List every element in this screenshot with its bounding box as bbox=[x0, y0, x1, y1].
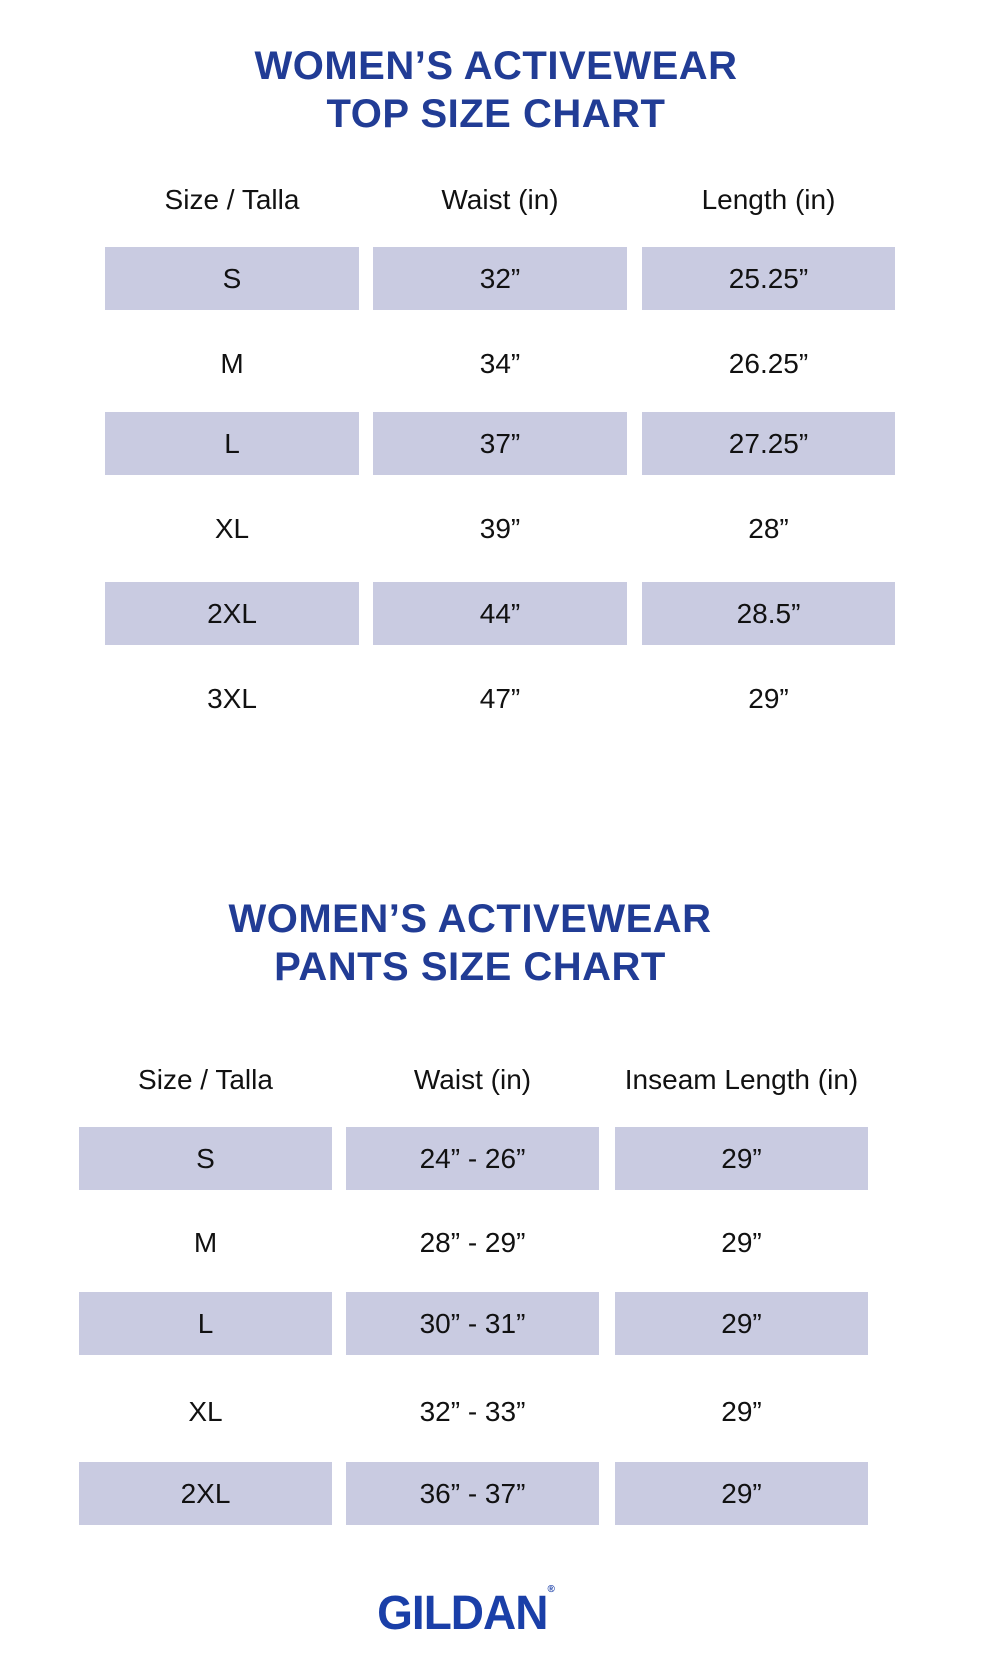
pants-title-line1: WOMEN’S ACTIVEWEAR bbox=[228, 897, 712, 941]
table-cell: 47” bbox=[479, 683, 521, 714]
pants-title-line2: PANTS SIZE CHART bbox=[274, 945, 666, 989]
table-cell: M bbox=[220, 348, 244, 379]
table-cell: 24” - 26” bbox=[346, 1127, 599, 1190]
table-cell: 34” bbox=[479, 348, 521, 379]
table-cell: S bbox=[79, 1127, 332, 1190]
table-cell: 27.25” bbox=[642, 412, 895, 475]
pants-chart-title bbox=[0, 895, 970, 991]
table-cell: XL bbox=[214, 513, 250, 544]
table-cell: 26.25” bbox=[728, 348, 809, 379]
table-cell: 32” - 33” bbox=[419, 1396, 526, 1427]
logo-text: GILDAN bbox=[377, 1584, 548, 1640]
registered-mark: ® bbox=[547, 1583, 555, 1596]
top-title-line2: TOP SIZE CHART bbox=[326, 92, 666, 136]
table-cell: 25.25” bbox=[642, 247, 895, 310]
top-chart-title bbox=[0, 42, 996, 138]
table-cell: 2XL bbox=[79, 1462, 332, 1525]
column-header: Size / Talla bbox=[164, 184, 300, 215]
table-cell: 29” bbox=[748, 683, 789, 714]
gildan-logo bbox=[370, 1584, 562, 1641]
table-cell: 28” - 29” bbox=[419, 1227, 526, 1258]
table-cell: L bbox=[105, 412, 359, 475]
table-cell: 29” bbox=[721, 1396, 762, 1427]
column-header: Inseam Length (in) bbox=[624, 1064, 859, 1095]
top-title-line1: WOMEN’S ACTIVEWEAR bbox=[254, 44, 738, 88]
table-cell: 37” bbox=[373, 412, 627, 475]
table-cell: 3XL bbox=[207, 683, 257, 714]
table-cell: M bbox=[193, 1227, 218, 1258]
column-header: Waist (in) bbox=[413, 1064, 532, 1095]
table-cell: 28” bbox=[748, 513, 789, 544]
table-cell: XL bbox=[188, 1396, 223, 1427]
table-cell: 36” - 37” bbox=[346, 1462, 599, 1525]
table-cell: L bbox=[79, 1292, 332, 1355]
table-cell: 29” bbox=[721, 1227, 762, 1258]
table-cell: 29” bbox=[615, 1127, 868, 1190]
table-cell: 2XL bbox=[105, 582, 359, 645]
table-cell: 32” bbox=[373, 247, 627, 310]
table-cell: 28.5” bbox=[642, 582, 895, 645]
column-header: Length (in) bbox=[701, 184, 836, 215]
column-header: Waist (in) bbox=[441, 184, 559, 215]
table-cell: S bbox=[105, 247, 359, 310]
column-header: Size / Talla bbox=[138, 1064, 273, 1095]
table-cell: 30” - 31” bbox=[346, 1292, 599, 1355]
table-cell: 29” bbox=[615, 1462, 868, 1525]
table-cell: 44” bbox=[373, 582, 627, 645]
table-cell: 29” bbox=[615, 1292, 868, 1355]
table-cell: 39” bbox=[479, 513, 521, 544]
